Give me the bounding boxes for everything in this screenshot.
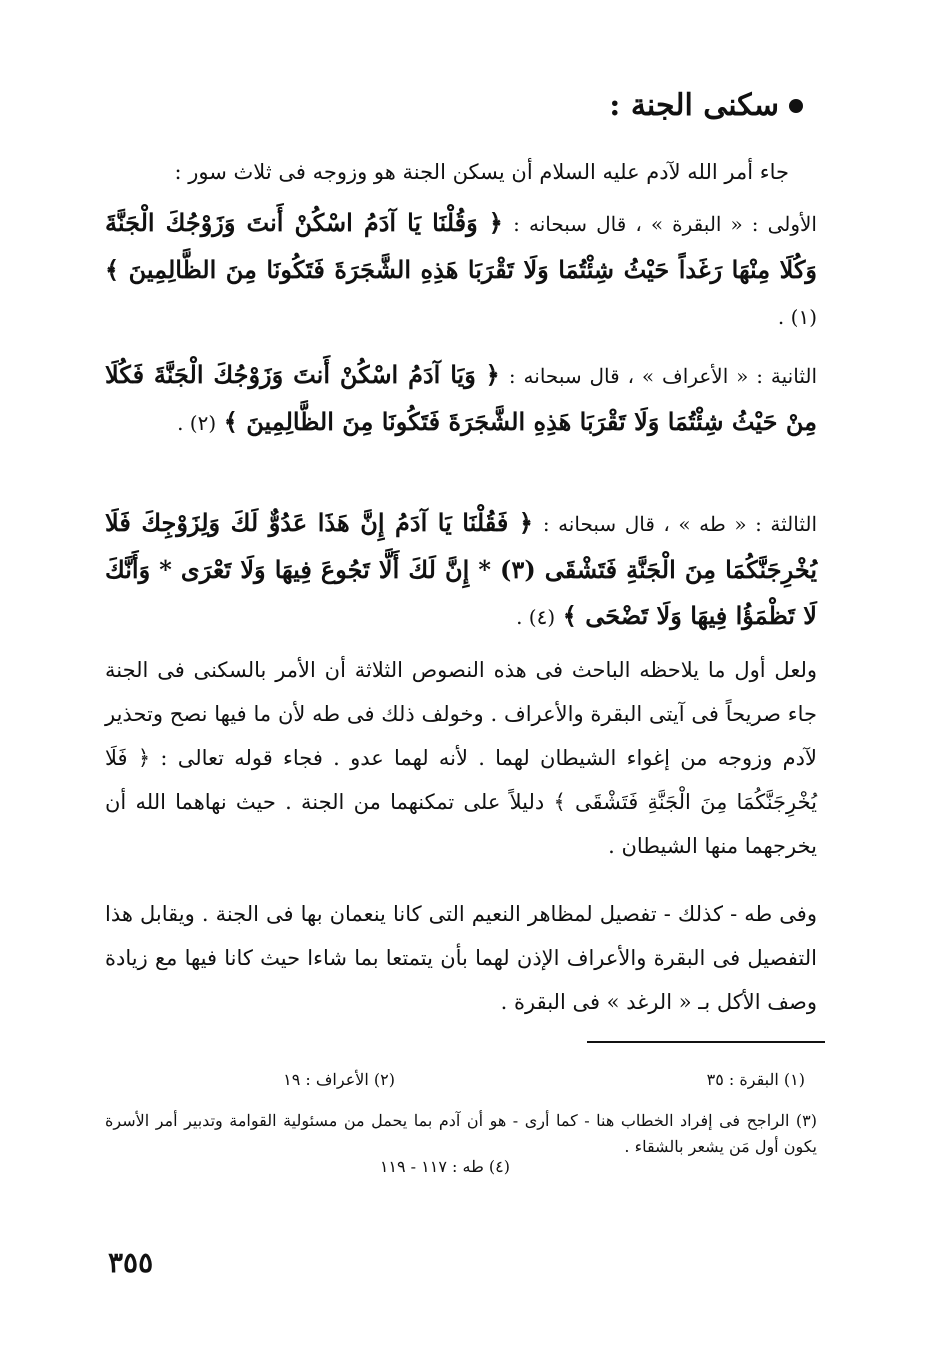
quote-verse: ﴿ وَيَا آدَمُ اسْكُنْ أَنتَ وَزَوْجُكَ الْجَنَّةَ فَكُلَا مِنْ حَيْثُ شِئْتُمَا وَلَا تَقْرَبَا هَذِهِ الشَّجَرَةَ فَتَكُونَا مِنَ الظَّالِمِينَ ﴾ [105, 360, 817, 436]
quote-verse: ﴿ فَقُلْنَا يَا آدَمُ إِنَّ هَذَا عَدُوٌّ لَكَ وَلِزَوْجِكَ فَلَا يُخْرِجَنَّكُمَا مِنَ الْجَنَّةِ فَتَشْقَى (٣) * إِنَّ لَكَ أَلَّا تَجُوعَ فِيهَا وَلَا تَعْرَى * وَأَنَّكَ لَا تَظْمَؤُا فِيهَا وَلَا تَضْحَى ﴾ [105, 508, 818, 630]
quote-note: (٢) . [177, 411, 217, 435]
quote-label: الثانية : « الأعراف » ، قال سبحانه : [508, 364, 817, 388]
footnote-1: (١) البقرة : ٣٥ [706, 1070, 805, 1089]
body-paragraph: ولعل أول ما يلاحظه الباحث فى هذه النصوص الثلاثة أن الأمر بالسكنى فى الجنة جاء صريحاً فى آيتى البقرة والأعراف . وخولف ذلك فى طه لأن ما فيها نصح وتحذير لآدم وزوجه من إغواء الشيطان لهما . لأنه لهما عدو . فجاء قوله تعالى : ﴿ فَلَا يُخْرِجَنَّكُمَا مِنَ الْجَنَّةِ فَتَشْقَى ﴾ دليلاً على تمكنهما من الجنة . حيث نهاهما الله أن يخرجهما منها الشيطان . [105, 658, 817, 858]
footnote-2: (٢) الأعراف : ١٩ [283, 1070, 395, 1089]
quote-label: الأولى : « البقرة » ، قال سبحانه : [513, 212, 817, 236]
footnote-divider [587, 1041, 825, 1043]
intro-paragraph: جاء أمر الله لآدم عليه السلام أن يسكن الجنة هو وزوجه فى ثلاث سور : [174, 160, 789, 184]
quote-second [105, 352, 817, 446]
body-paragraph: وفى طه - كذلك - تفصيل لمظاهر النعيم التى كانا ينعمان بها فى الجنة . ويقابل هذا التفصيل فى البقرة والأعراف الإذن لهما بأن يتمتعا بما شاءا حيث كانا فيها مع زيادة وصف الأكل بـ « الرغد » فى البقرة . [105, 902, 817, 1014]
quote-first [105, 200, 817, 340]
quote-note: (٤) . [516, 605, 556, 629]
footnote-4: (٤) طه : ١١٧ - ١١٩ [376, 1155, 510, 1179]
section-title: سكنى الجنة : [609, 88, 779, 123]
quote-note: (١) . [777, 305, 817, 329]
quote-label: الثالثة : « طه » ، قال سبحانه : [542, 512, 818, 536]
page-number: ٣٥٥ [108, 1246, 154, 1279]
quote-verse: ﴿ وَقُلْنَا يَا آدَمُ اسْكُنْ أَنتَ وَزَوْجُكَ الْجَنَّةَ وَكُلَا مِنْهَا رَغَداً حَيْثُ شِئْتُمَا وَلَا تَقْرَبَا هَذِهِ الشَّجَرَةَ فَتَكُونَا مِنَ الظَّالِمِينَ ﴾ [105, 208, 817, 284]
bullet-icon [789, 99, 803, 113]
quote-third [105, 500, 817, 640]
section-heading [609, 88, 803, 123]
footnote-3: (٣) الراجح فى إفراد الخطاب هنا - كما أرى - هو أن آدم بما يحمل من مسئولية القوامة وتدبير أمر الأسرة يكون أول مَن يشعر بالشقاء . [105, 1111, 817, 1156]
